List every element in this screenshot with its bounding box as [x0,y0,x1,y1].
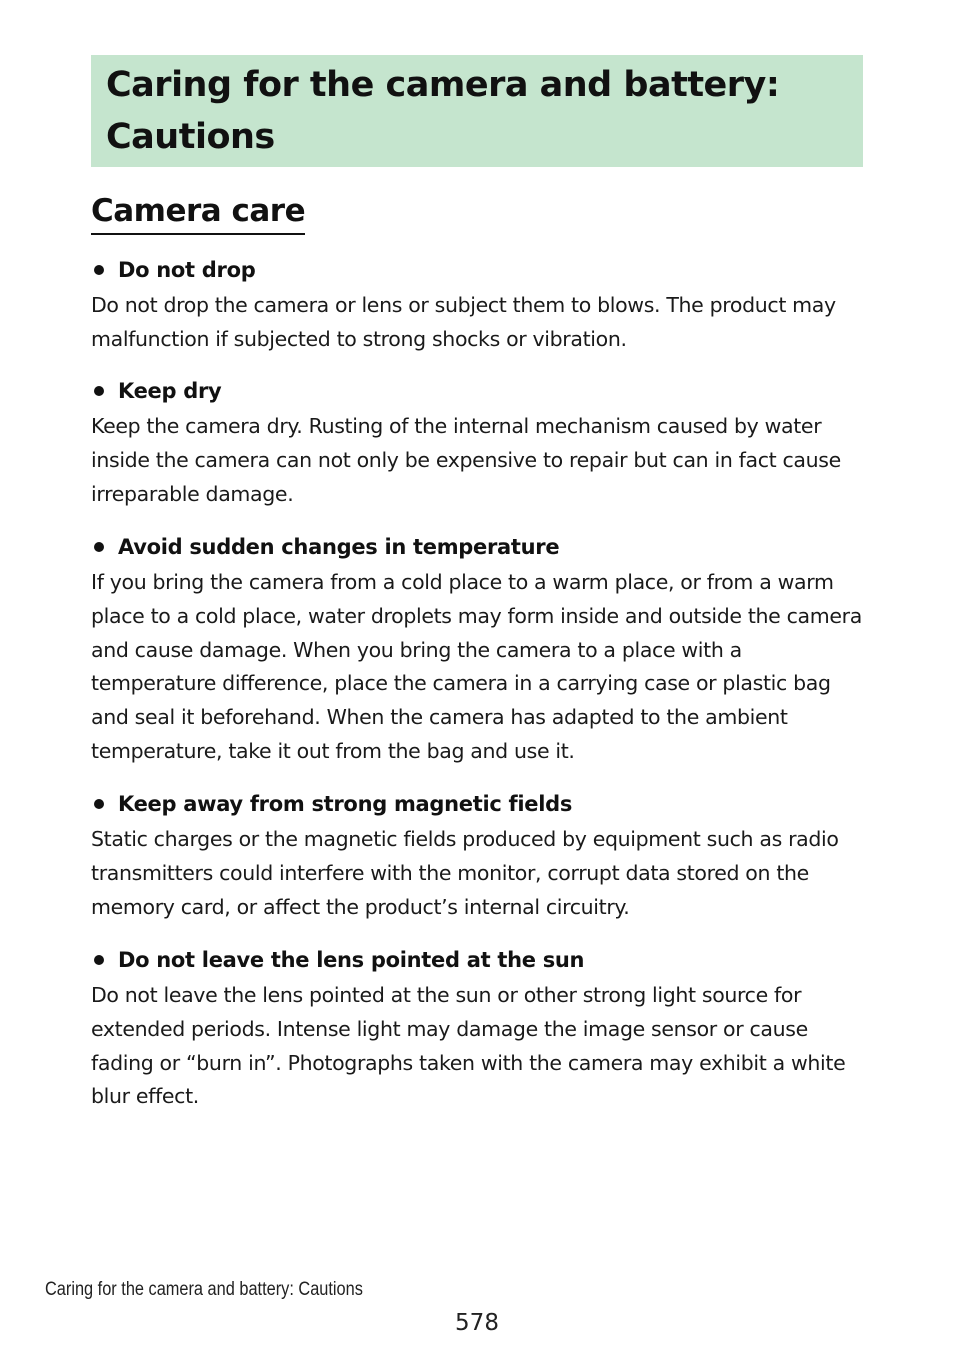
bullet-icon [94,542,104,552]
item-body: Do not leave the lens pointed at the sun or other strong light source for extended periods. Intense light may damage the image sensor or cause fading or “burn in”. Photographs taken with the camera may exhibit a white blur effect. [91,983,846,1109]
item-heading-text: Keep away from strong magnetic fields [118,792,573,816]
bullet-icon [94,265,104,275]
item-heading [91,253,863,287]
item-heading-text: Do not drop [118,258,256,282]
list-item [91,943,863,1114]
list-item [91,787,863,924]
item-heading [91,943,863,977]
item-body: If you bring the camera from a cold place to a warm place, or from a warm place to a cold place, water droplets may form inside and outside the camera and cause damage. When you bring the camera to a place with a temperature difference, place the camera in a carrying case or plastic bag and seal it beforehand. When the camera has adapted to the ambient temperature, take it out from the bag and use it. [91,570,862,763]
section-heading: Camera care [91,190,305,235]
item-body: Keep the camera dry. Rusting of the internal mechanism caused by water inside the camera can not only be expensive to repair but can in fact cause irreparable damage. [91,414,841,506]
footer-section-title: Caring for the camera and battery: Cautions [45,1279,363,1300]
bullet-icon [94,955,104,965]
list-item [91,253,863,357]
bullet-icon [94,386,104,396]
item-heading [91,787,863,821]
item-body: Static charges or the magnetic fields produced by equipment such as radio transmitters could interfere with the monitor, corrupt data stored on the memory card, or affect the product’s internal circuitry. [91,827,839,919]
item-heading-text: Avoid sudden changes in temperature [118,535,560,559]
page-title-banner [91,55,863,167]
list-item [91,374,863,511]
item-body: Do not drop the camera or lens or subject them to blows. The product may malfunction if subjected to strong shocks or vibration. [91,293,836,351]
bullet-icon [94,799,104,809]
list-item [91,530,863,769]
item-heading [91,374,863,408]
item-heading-text: Keep dry [118,379,222,403]
page-number: 578 [455,1310,499,1336]
page-title: Caring for the camera and battery: Cautions [106,65,780,157]
item-heading [91,530,863,564]
item-heading-text: Do not leave the lens pointed at the sun [118,948,585,972]
